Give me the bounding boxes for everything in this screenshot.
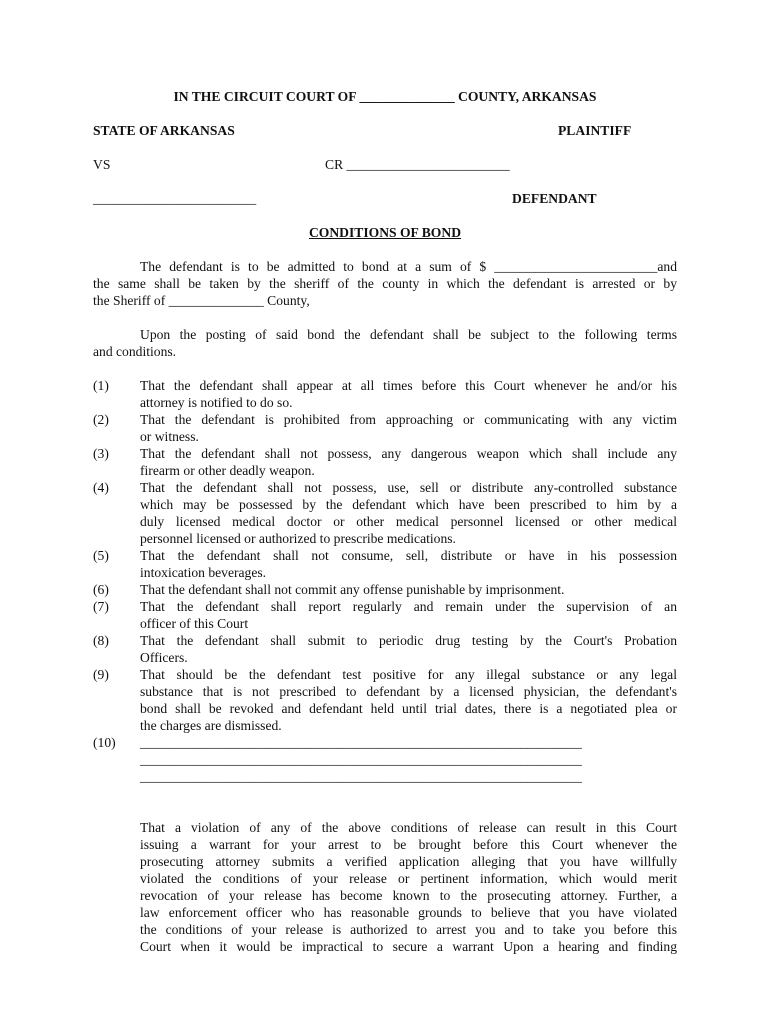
condition-line: duly licensed medical doctor or other medical personnel licensed or other medical — [140, 514, 677, 529]
conditions-list — [93, 377, 677, 785]
posting-paragraph — [93, 326, 677, 360]
plaintiff-row — [93, 122, 677, 139]
versus-label: VS — [93, 157, 111, 172]
blank-line: _________________________________________________________________ — [140, 769, 582, 784]
case-number-field: CR ________________________ — [325, 157, 510, 172]
paragraph-line: the same shall be taken by the sheriff of the county in which the defendant is arrested or by — [93, 276, 677, 291]
condition-line: That the defendant shall appear at all times before this Court whenever he and/or his — [140, 378, 677, 393]
condition-line: intoxication beverages. — [140, 565, 267, 580]
paragraph-line: the conditions of your release is authorized to arrest you and to take you before this — [140, 922, 677, 937]
condition-number: (7) — [93, 599, 109, 614]
paragraph-line: Upon the posting of said bond the defendant shall be subject to the following terms — [140, 327, 677, 342]
condition-number: (3) — [93, 446, 109, 461]
condition-line: That the defendant shall report regularly and remain under the supervision of an — [140, 599, 677, 614]
paragraph-line: revocation of your release has become known to the prosecuting attorney. Further, a — [140, 888, 677, 903]
condition-number: (6) — [93, 582, 109, 597]
condition-number: (8) — [93, 633, 109, 648]
violation-paragraph — [93, 819, 677, 955]
condition-line: That the defendant shall not possess, use, sell or distribute any-controlled substance — [140, 480, 677, 495]
paragraph-line: prosecuting attorney submits a verified application alleging that you have willfully — [140, 854, 677, 869]
bond-conditions-document — [93, 88, 677, 955]
condition-item — [93, 411, 677, 445]
condition-line: That should be the defendant test positive for any illegal substance or any legal — [140, 667, 677, 682]
condition-item — [93, 479, 677, 547]
condition-line: firearm or other deadly weapon. — [140, 463, 315, 478]
plaintiff-name: STATE OF ARKANSAS — [93, 123, 235, 138]
paragraph-line: law enforcement officer who has reasonable grounds to believe that you have violated — [140, 905, 677, 920]
plaintiff-label: PLAINTIFF — [558, 123, 632, 138]
paragraph-line: issuing a warrant for your arrest to be brought before this Court whenever the — [140, 837, 677, 852]
condition-item — [93, 377, 677, 411]
condition-line: attorney is notified to do so. — [140, 395, 293, 410]
condition-number: (5) — [93, 548, 109, 563]
paragraph-line: and conditions. — [93, 344, 177, 359]
court-heading: IN THE CIRCUIT COURT OF ______________ COUNTY, ARKANSAS — [173, 89, 597, 104]
paragraph-line: The defendant is to be admitted to bond at a sum of $ ________________________and — [140, 259, 677, 274]
defendant-label: DEFENDANT — [512, 191, 597, 206]
document-title: CONDITIONS OF BOND — [308, 225, 462, 240]
blank-line: _________________________________________________________________ — [140, 735, 582, 750]
defendant-name-blank: ________________________ — [93, 191, 257, 206]
versus-row — [93, 156, 677, 173]
condition-number: (10) — [93, 735, 116, 750]
condition-line: That the defendant shall submit to periodic drug testing by the Court's Probation — [140, 633, 677, 648]
condition-line: or witness. — [140, 429, 199, 444]
paragraph-line: the Sheriff of ______________ County, — [93, 293, 310, 308]
condition-line: That the defendant shall not possess, any dangerous weapon which shall include any — [140, 446, 677, 461]
condition-number: (9) — [93, 667, 109, 682]
condition-item — [93, 632, 677, 666]
condition-item-blank — [93, 734, 677, 785]
condition-line: substance that is not prescribed to defendant by a licensed physician, the defendant's — [140, 684, 677, 699]
condition-line: which may be possessed by the defendant which have been prescribed to him by a — [140, 497, 677, 512]
bond-amount-paragraph — [93, 258, 677, 309]
condition-line: personnel licensed or authorized to prescribe medications. — [140, 531, 456, 546]
condition-item — [93, 445, 677, 479]
blank-line: _________________________________________________________________ — [140, 752, 582, 767]
condition-number: (4) — [93, 480, 109, 495]
condition-item — [93, 666, 677, 734]
condition-item — [93, 598, 677, 632]
paragraph-line: That a violation of any of the above conditions of release can result in this Court — [140, 820, 677, 835]
condition-number: (1) — [93, 378, 109, 393]
paragraph-line: violated the conditions of your release or pertinent information, which would merit — [140, 871, 677, 886]
condition-number: (2) — [93, 412, 109, 427]
condition-line: That the defendant shall not commit any offense punishable by imprisonment. — [140, 582, 565, 597]
condition-item — [93, 581, 677, 598]
condition-line: the charges are dismissed. — [140, 718, 282, 733]
condition-item — [93, 547, 677, 581]
condition-line: That the defendant is prohibited from approaching or communicating with any victim — [140, 412, 677, 427]
defendant-row — [93, 190, 677, 207]
paragraph-line: Court when it would be impractical to secure a warrant Upon a hearing and finding — [140, 939, 677, 954]
condition-line: Officers. — [140, 650, 188, 665]
condition-line: officer of this Court — [140, 616, 249, 631]
condition-line: That the defendant shall not consume, sell, distribute or have in his possession — [140, 548, 677, 563]
condition-line: bond shall be revoked and defendant held until trial dates, there is a negotiated plea or — [140, 701, 677, 716]
